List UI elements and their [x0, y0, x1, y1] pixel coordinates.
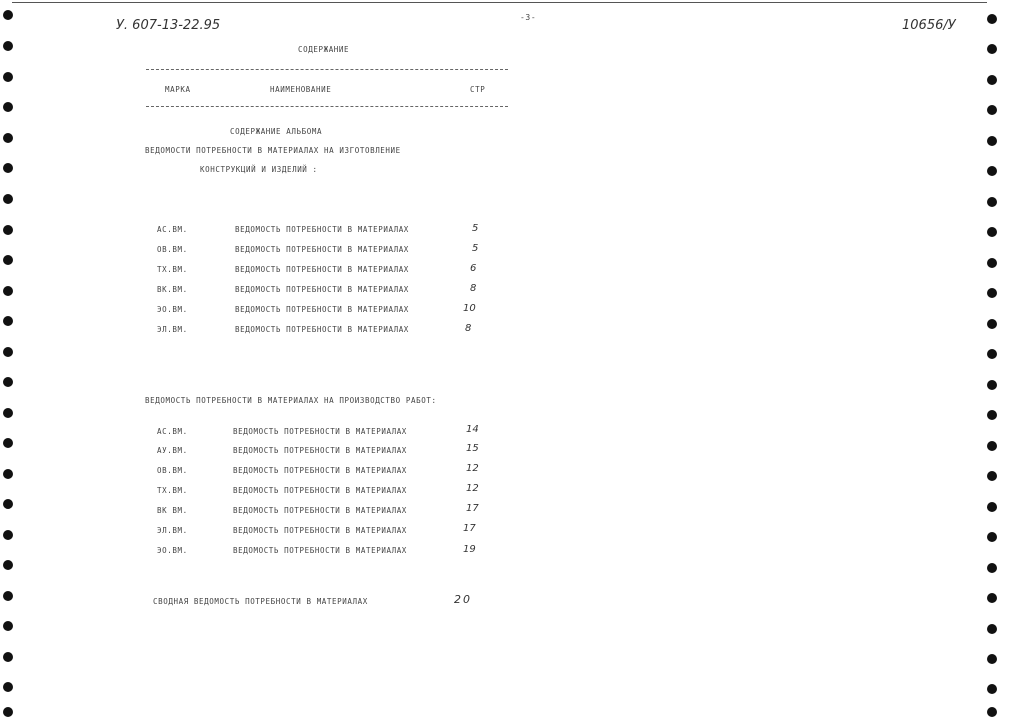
row-mark: ВК.ВМ.: [157, 285, 188, 294]
row-mark: АУ.ВМ.: [157, 446, 188, 455]
row-mark: ОВ.ВМ.: [157, 466, 188, 475]
table-top-rule: [146, 69, 508, 70]
feed-hole: [3, 530, 13, 540]
row-page: 14: [466, 424, 479, 435]
row-page: 17: [463, 523, 476, 534]
feed-hole: [3, 408, 13, 418]
row-mark: АС.ВМ.: [157, 427, 188, 436]
feed-hole: [3, 377, 13, 387]
feed-hole: [987, 14, 997, 24]
row-name: ВЕДОМОСТЬ ПОТРЕБНОСТИ В МАТЕРИАЛАХ: [235, 245, 409, 254]
left-tractor-feed-holes: [3, 0, 15, 722]
feed-hole: [987, 349, 997, 359]
row-mark: АС.ВМ.: [157, 225, 188, 234]
page-number: -3-: [520, 13, 537, 22]
feed-hole: [987, 684, 997, 694]
right-tractor-feed-holes: [987, 0, 999, 722]
feed-hole: [3, 499, 13, 509]
feed-hole: [987, 502, 997, 512]
feed-hole: [3, 133, 13, 143]
feed-hole: [987, 471, 997, 481]
feed-hole: [3, 347, 13, 357]
feed-hole: [987, 654, 997, 664]
toc-title: СОДЕРЖАНИЕ: [298, 45, 350, 54]
feed-hole: [3, 621, 13, 631]
feed-hole: [3, 194, 13, 204]
feed-hole: [987, 197, 997, 207]
row-mark: ЭО.ВМ.: [157, 305, 188, 314]
row-page: 15: [466, 443, 479, 454]
row-page: 6: [470, 263, 477, 274]
feed-hole: [987, 380, 997, 390]
feed-hole: [987, 441, 997, 451]
section1-heading-line1: ВЕДОМОСТИ ПОТРЕБНОСТИ В МАТЕРИАЛАХ НА ИЗГОТОВЛЕНИЕ: [145, 146, 401, 155]
row-page: 8: [465, 323, 472, 334]
row-name: ВЕДОМОСТЬ ПОТРЕБНОСТИ В МАТЕРИАЛАХ: [233, 486, 407, 495]
summary-page: 20: [454, 593, 472, 606]
row-name: ВЕДОМОСТЬ ПОТРЕБНОСТИ В МАТЕРИАЛАХ: [233, 446, 407, 455]
feed-hole: [3, 102, 13, 112]
row-page: 10: [463, 303, 476, 314]
feed-hole: [3, 316, 13, 326]
row-mark: ОВ.ВМ.: [157, 245, 188, 254]
feed-hole: [3, 652, 13, 662]
feed-hole: [987, 563, 997, 573]
row-mark: ЭЛ.ВМ.: [157, 526, 188, 535]
row-mark: ТХ.ВМ.: [157, 265, 188, 274]
section2-heading: ВЕДОМОСТЬ ПОТРЕБНОСТИ В МАТЕРИАЛАХ НА ПРОИЗВОДСТВО РАБОТ:: [145, 396, 437, 405]
row-name: ВЕДОМОСТЬ ПОТРЕБНОСТИ В МАТЕРИАЛАХ: [233, 466, 407, 475]
summary-name: СВОДНАЯ ВЕДОМОСТЬ ПОТРЕБНОСТИ В МАТЕРИАЛАХ: [153, 597, 368, 606]
row-page: 8: [470, 283, 477, 294]
feed-hole: [987, 288, 997, 298]
feed-hole: [987, 624, 997, 634]
row-name: ВЕДОМОСТЬ ПОТРЕБНОСТИ В МАТЕРИАЛАХ: [233, 427, 407, 436]
album-title: СОДЕРЖАНИЕ АЛЬБОМА: [230, 127, 323, 136]
row-page: 5: [472, 223, 479, 234]
row-page: 12: [466, 463, 479, 474]
feed-hole: [3, 591, 13, 601]
row-mark: ВК ВМ.: [157, 506, 188, 515]
feed-hole: [987, 593, 997, 603]
feed-hole: [987, 44, 997, 54]
column-header-mark: МАРКА: [165, 85, 191, 94]
feed-hole: [3, 469, 13, 479]
feed-hole: [3, 10, 13, 20]
feed-hole: [987, 75, 997, 85]
section1-heading-line2: КОНСТРУКЦИЙ И ИЗДЕЛИЙ :: [200, 165, 318, 174]
row-name: ВЕДОМОСТЬ ПОТРЕБНОСТИ В МАТЕРИАЛАХ: [235, 305, 409, 314]
page-top-border: [12, 2, 987, 3]
feed-hole: [987, 319, 997, 329]
row-mark: ТХ.ВМ.: [157, 486, 188, 495]
feed-hole: [3, 438, 13, 448]
feed-hole: [987, 410, 997, 420]
feed-hole: [987, 105, 997, 115]
feed-hole: [987, 136, 997, 146]
feed-hole: [3, 72, 13, 82]
feed-hole: [3, 41, 13, 51]
row-page: 5: [472, 243, 479, 254]
feed-hole: [3, 707, 13, 717]
row-name: ВЕДОМОСТЬ ПОТРЕБНОСТИ В МАТЕРИАЛАХ: [233, 546, 407, 555]
row-page: 17: [466, 503, 479, 514]
feed-hole: [3, 560, 13, 570]
feed-hole: [987, 166, 997, 176]
document-code-right: 10656/У: [902, 18, 956, 33]
table-header-rule: [146, 106, 508, 107]
row-name: ВЕДОМОСТЬ ПОТРЕБНОСТИ В МАТЕРИАЛАХ: [235, 285, 409, 294]
document-code-left: У. 607-13-22.95: [116, 18, 221, 33]
feed-hole: [987, 227, 997, 237]
feed-hole: [3, 163, 13, 173]
row-name: ВЕДОМОСТЬ ПОТРЕБНОСТИ В МАТЕРИАЛАХ: [233, 526, 407, 535]
feed-hole: [987, 707, 997, 717]
row-page: 12: [466, 483, 479, 494]
row-mark: ЭЛ.ВМ.: [157, 325, 188, 334]
feed-hole: [3, 225, 13, 235]
column-header-page: СТР: [470, 85, 486, 94]
feed-hole: [3, 286, 13, 296]
feed-hole: [987, 532, 997, 542]
feed-hole: [987, 258, 997, 268]
feed-hole: [3, 682, 13, 692]
row-name: ВЕДОМОСТЬ ПОТРЕБНОСТИ В МАТЕРИАЛАХ: [235, 265, 409, 274]
row-name: ВЕДОМОСТЬ ПОТРЕБНОСТИ В МАТЕРИАЛАХ: [235, 225, 409, 234]
feed-hole: [3, 255, 13, 265]
row-mark: ЭО.ВМ.: [157, 546, 188, 555]
row-name: ВЕДОМОСТЬ ПОТРЕБНОСТИ В МАТЕРИАЛАХ: [235, 325, 409, 334]
column-header-name: НАИМЕНОВАНИЕ: [270, 85, 332, 94]
row-page: 19: [463, 544, 476, 555]
row-name: ВЕДОМОСТЬ ПОТРЕБНОСТИ В МАТЕРИАЛАХ: [233, 506, 407, 515]
